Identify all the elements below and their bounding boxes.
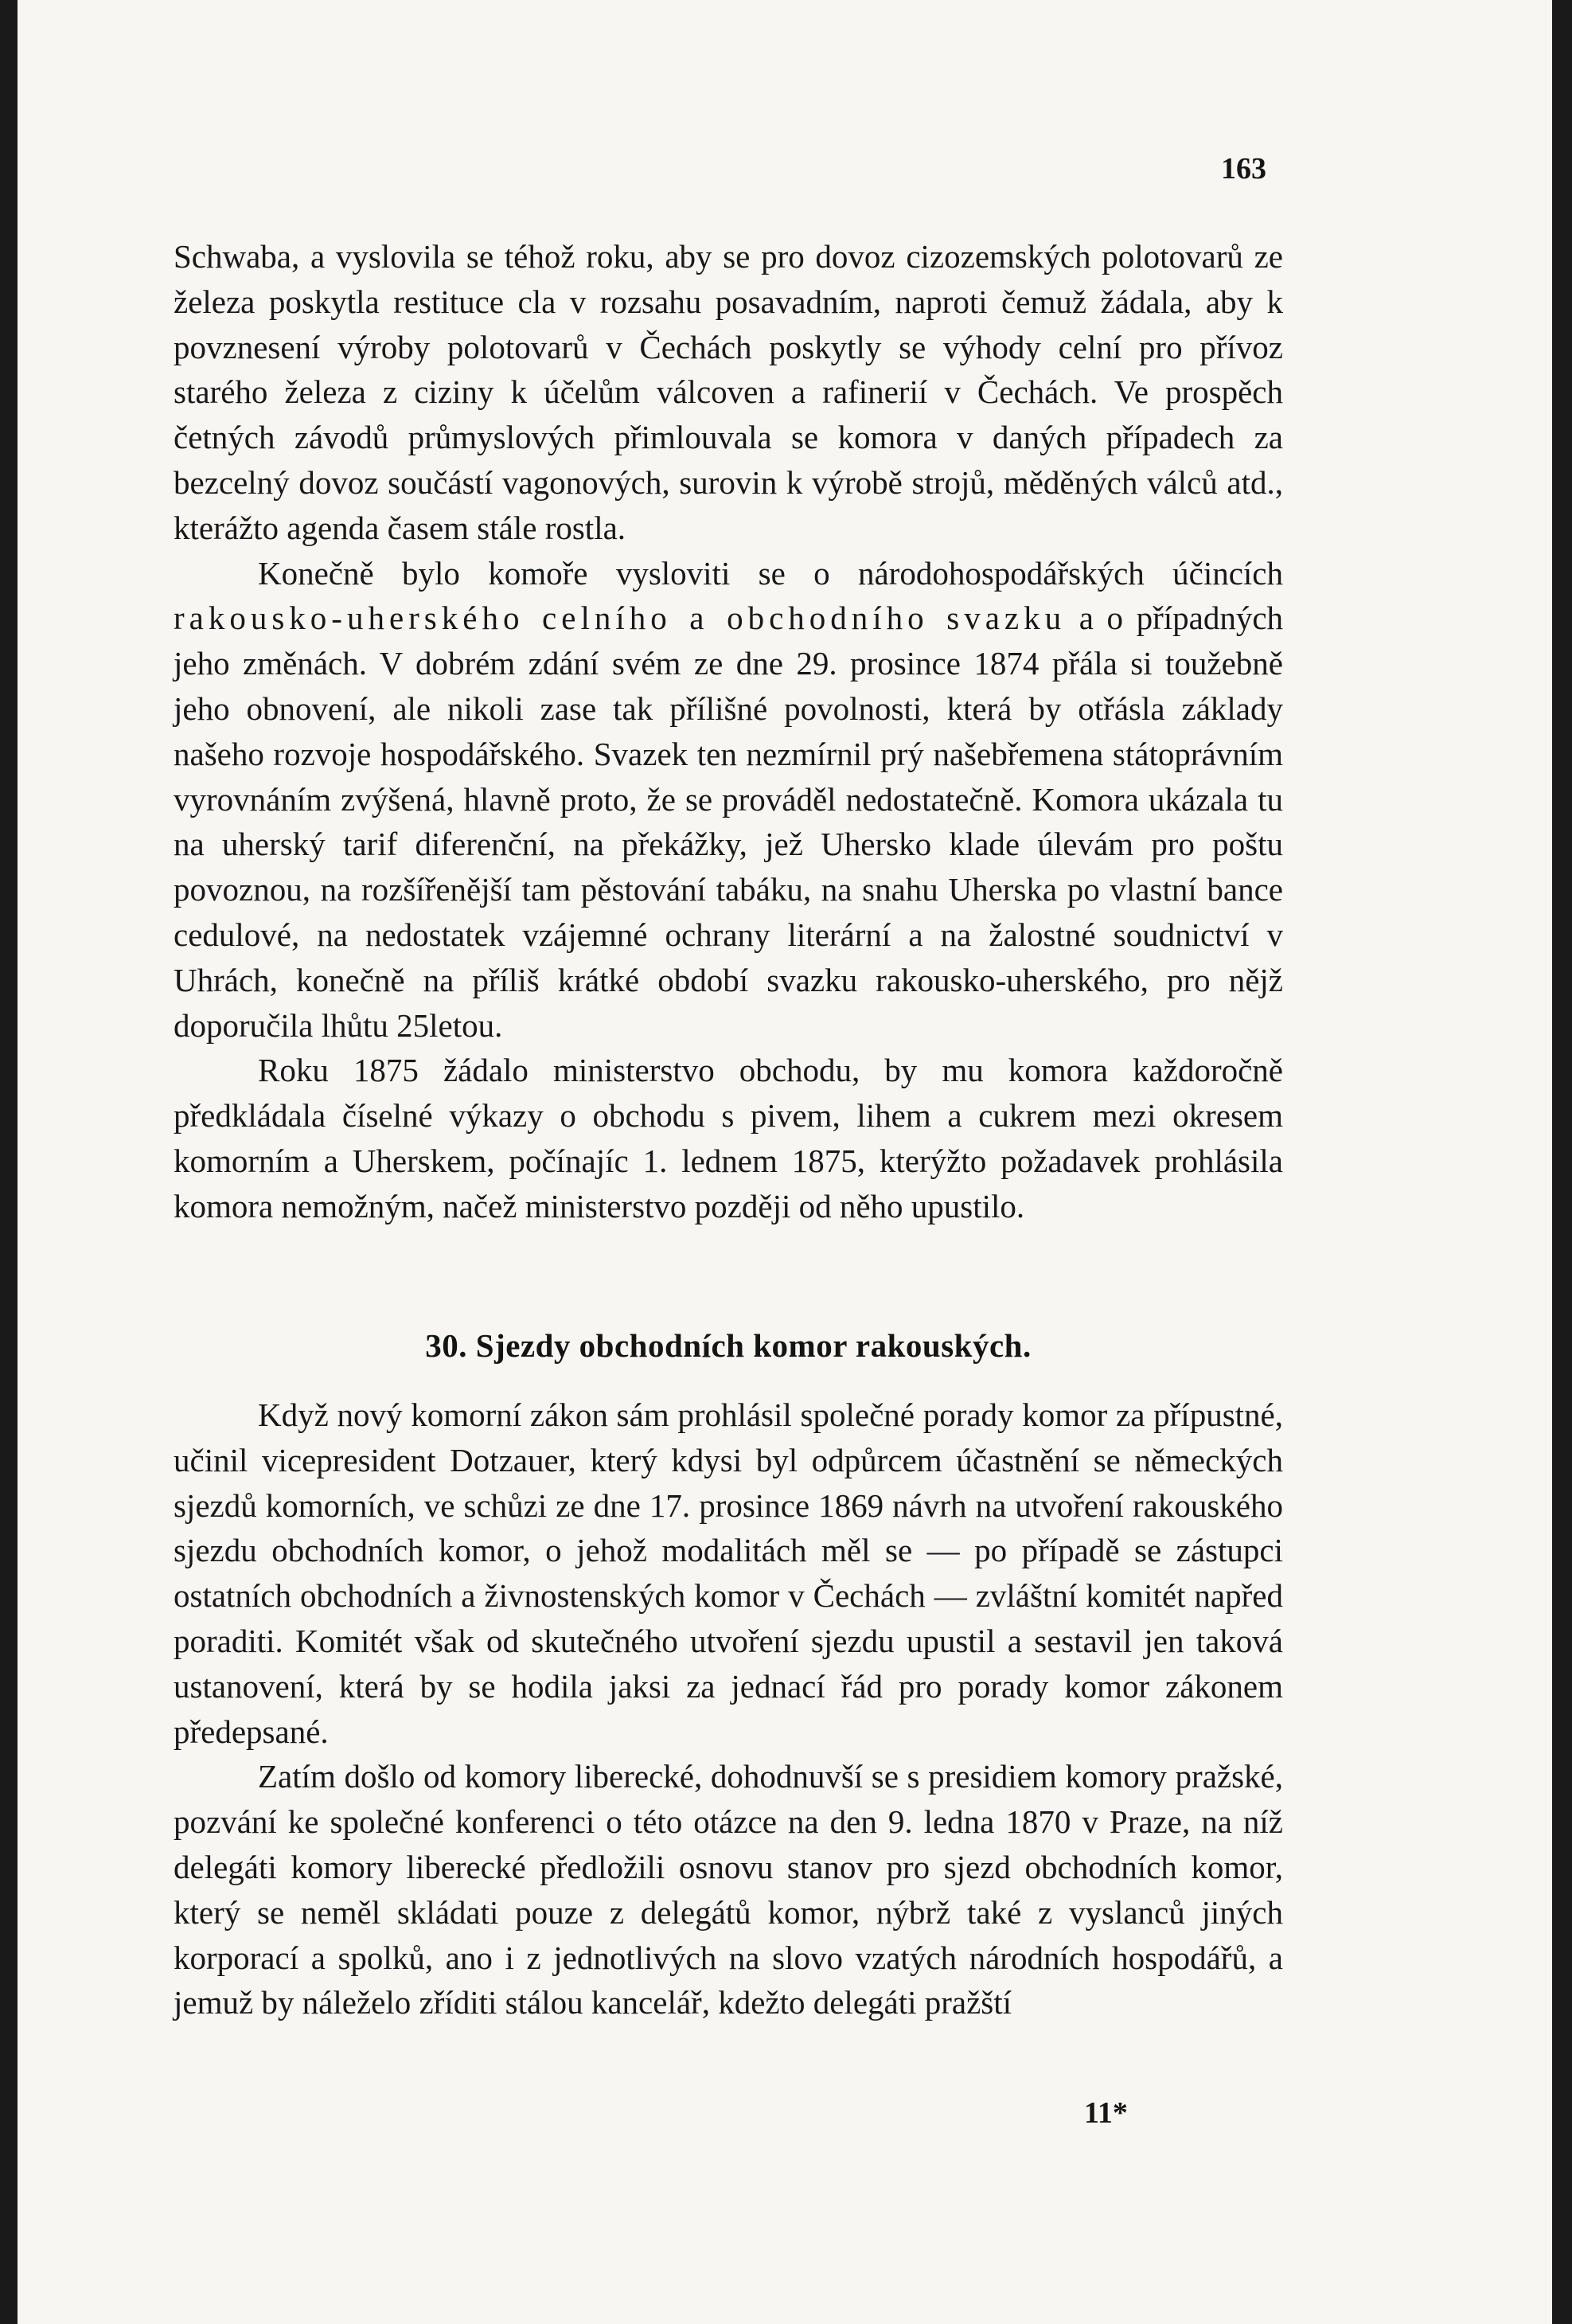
paragraph-continued: Schwaba, a vyslovila se téhož roku, aby se pro dovoz cizozemských polotovarů ze železa poskytla restituce cla v rozsahu posavadním, naproti čemuž žádala, aby k povznesení výroby polotovarů v Čechách poskytly se výhody celní pro přívoz starého železa z ciziny k účelům válcoven a rafinerií v Čechách. Ve prospěch četných závodů průmyslových přimlouvala se komora v daných případech za bezcelný dovoz součástí vagonových, surovin k výrobě strojů, měděných válců atd., kterážto agenda časem stále rostla. <box>174 238 1283 546</box>
text-block-top <box>174 234 1283 1229</box>
section-heading: 30. Sjezdy obchodních komor rakouských. <box>425 1327 1032 1364</box>
paragraph-new-law: Když nový komorní zákon sám prohlásil společné porady komor za přípustné, učinil vicepresident Dotzauer, který kdysi byl odpůrcem účastnění se německých sjezdů komorních, ve schůzi ze dne 17. prosince 1869 návrh na utvoření rakouského sjezdu obchodních komor, o jehož modalitách měl se — po případě se zástupci ostatních obchodních a živnostenských komor v Čechách — zvláštní komitét napřed poraditi. Komitét však od skutečného utvoření sjezdu upustil a sestavil jen taková ustanovení, která by se hodila jaksi za jednací řád pro porady komor zákonem předepsané. <box>174 1396 1283 1750</box>
signature-mark: 11* <box>1084 2096 1128 2130</box>
spaced-emphasis: rakousko-uherského celního a obchodního svazku <box>174 600 1067 637</box>
paragraph-text: a o případných jeho změnách. V dobrém zdání svém ze dne 29. prosince 1874 přála si toužebně jeho obnovení, ale nikoli zase tak přílišné povolnosti, která by otřásla základy našeho rozvoje hospodářského. Svazek ten nezmírnil prý našebřemena státoprávním vyrovnáním zvýšená, hlavně proto, že se prováděl nedostatečně. Komora ukázala tu na uherský tarif diferenční, na překážky, jež Uhersko klade úlevám pro poštu povoznou, na rozšířenější tam pěstování tabáku, na snahu Uherska po vlastní bance cedulové, na nedostatek vzájemné ochrany literární a na žalostné soudnictví v Uhrách, konečně na příliš krátké období svazku rakousko-uherského, pro nějž doporučila lhůtu 25letou. <box>174 600 1284 1044</box>
paragraph-liberec-chamber: Zatím došlo od komory liberecké, dohodnuvší se s presidiem komory pražské, pozvání ke společné konferenci o této otázce na den 9. ledna 1870 v Praze, na níž delegáti komory liberecké předložili osnovu stanov pro sjezd obchodních komor, který se neměl skládati pouze z delegátů komor, nýbrž také z vyslanců jiných korporací a spolků, ano i z jednotlivých na slovo vzatých národních hospodářů, a jemuž by náleželo zříditi stálou kancelář, kdežto delegáti pražští <box>174 1758 1283 2021</box>
paragraph-customs-union <box>174 551 1283 1049</box>
page-number: 163 <box>1221 152 1266 186</box>
paragraph-text: Konečně bylo komoře vysloviti se o národohospodářských účincích <box>258 554 1283 592</box>
paragraph-ministry-request: Roku 1875 žádalo ministerstvo obchodu, by mu komora každoročně předkládala číselné výkazy o obchodu s pivem, lihem a cukrem mezi okresem komorním a Uherskem, počínajíc 1. lednem 1875, kterýžto požadavek prohlásila komora nemožným, načež ministerstvo později od něho upustilo. <box>174 1052 1283 1224</box>
text-block-bottom <box>174 1392 1283 2025</box>
book-page <box>18 0 1552 2324</box>
